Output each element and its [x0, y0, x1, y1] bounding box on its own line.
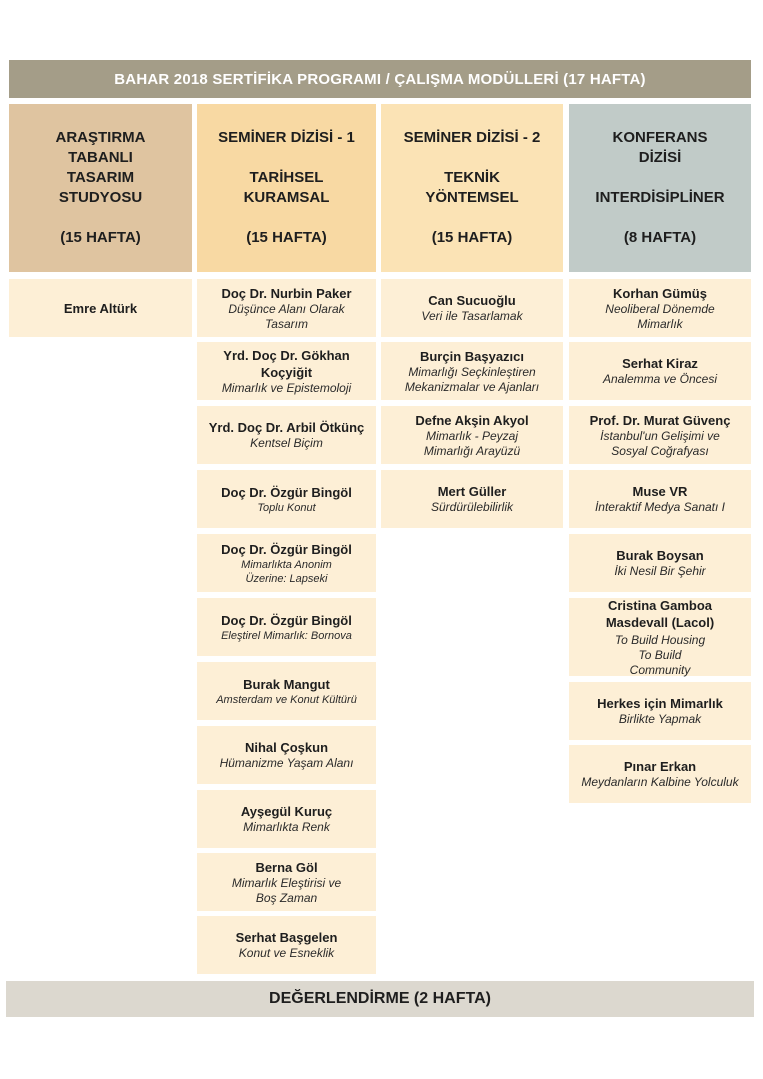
list-item: Defne Akşin Akyol Mimarlık - Peyzaj Mimarlığı Arayüzü: [381, 406, 563, 464]
list-item: Burçin Başyazıcı Mimarlığı Seçkinleştiren Mekanizmalar ve Ajanları: [381, 342, 563, 400]
list-item: Nihal Çoşkun Hümanizme Yaşam Alanı: [197, 726, 376, 784]
list-item: Prof. Dr. Murat Güvenç İstanbul'un Gelişimi ve Sosyal Coğrafyası: [569, 406, 751, 464]
list-item: Serhat Kiraz Analemma ve Öncesi: [569, 342, 751, 400]
list-item: Serhat Başgelen Konut ve Esneklik: [197, 916, 376, 974]
list-item: Pınar Erkan Meydanların Kalbine Yolculuk: [569, 745, 751, 803]
list-item: Muse VR İnteraktif Medya Sanatı I: [569, 470, 751, 528]
column-header: SEMİNER DİZİSİ - 1 TARİHSEL KURAMSAL (15 HAFTA): [197, 104, 376, 272]
list-item: Emre Altürk: [9, 279, 192, 337]
column-duration: (8 HAFTA): [623, 229, 697, 246]
list-item: Yrd. Doç Dr. Gökhan Koçyiğit Mimarlık ve Epistemoloji: [197, 342, 376, 400]
column-header: ARAŞTIRMA TABANLI TASARIM STUDYOSU (15 HAFTA): [9, 104, 192, 272]
column-conference: [569, 104, 751, 789]
list-item: Burak Mangut Amsterdam ve Konut Kültürü: [197, 662, 376, 720]
column-header: SEMİNER DİZİSİ - 2 TEKNİK YÖNTEMSEL (15 HAFTA): [381, 104, 563, 272]
program-banner: [9, 60, 751, 98]
list-item: Can Sucuoğlu Veri ile Tasarlamak: [381, 279, 563, 337]
column-duration: (15 HAFTA): [246, 229, 327, 246]
list-item: Doç Dr. Özgür Bingöl Eleştirel Mimarlık: Bornova: [197, 598, 376, 656]
column-header: KONFERANS DİZİSİ INTERDİSİPLİNER (8 HAFTA): [569, 104, 751, 272]
column-duration: (15 HAFTA): [431, 229, 513, 246]
column-research-studio: [9, 104, 192, 316]
list-item: Korhan Gümüş Neoliberal Dönemde Mimarlık: [569, 279, 751, 337]
list-item: Burak Boysan İki Nesil Bir Şehir: [569, 534, 751, 592]
list-item: Mert Güller Sürdürülebilirlik: [381, 470, 563, 528]
list-item: Yrd. Doç Dr. Arbil Ötkünç Kentsel Biçim: [197, 406, 376, 464]
column-duration: (15 HAFTA): [60, 229, 141, 246]
program-title: BAHAR 2018 SERTİFİKA PROGRAMI / ÇALIŞMA MODÜLLERİ (17 HAFTA): [114, 70, 646, 88]
evaluation-footer: [6, 981, 754, 1017]
column-seminar-2: [381, 104, 563, 514]
list-item: Berna Göl Mimarlık Eleştirisi ve Boş Zaman: [197, 853, 376, 911]
evaluation-title: DEĞERLENDİRME (2 HAFTA): [269, 990, 491, 1007]
list-item: Doç Dr. Özgür Bingöl Toplu Konut: [197, 470, 376, 528]
column-seminar-1: [197, 104, 376, 960]
list-item: Cristina Gamboa Masdevall (Lacol) To Build Housing To Build Community: [569, 598, 751, 676]
list-item: Doç Dr. Özgür Bingöl Mimarlıkta Anonim Üzerine: Lapseki: [197, 534, 376, 592]
list-item: Ayşegül Kuruç Mimarlıkta Renk: [197, 790, 376, 848]
list-item: Herkes için Mimarlık Birlikte Yapmak: [569, 682, 751, 740]
list-item: Doç Dr. Nurbin Paker Düşünce Alanı Olarak Tasarım: [197, 279, 376, 337]
